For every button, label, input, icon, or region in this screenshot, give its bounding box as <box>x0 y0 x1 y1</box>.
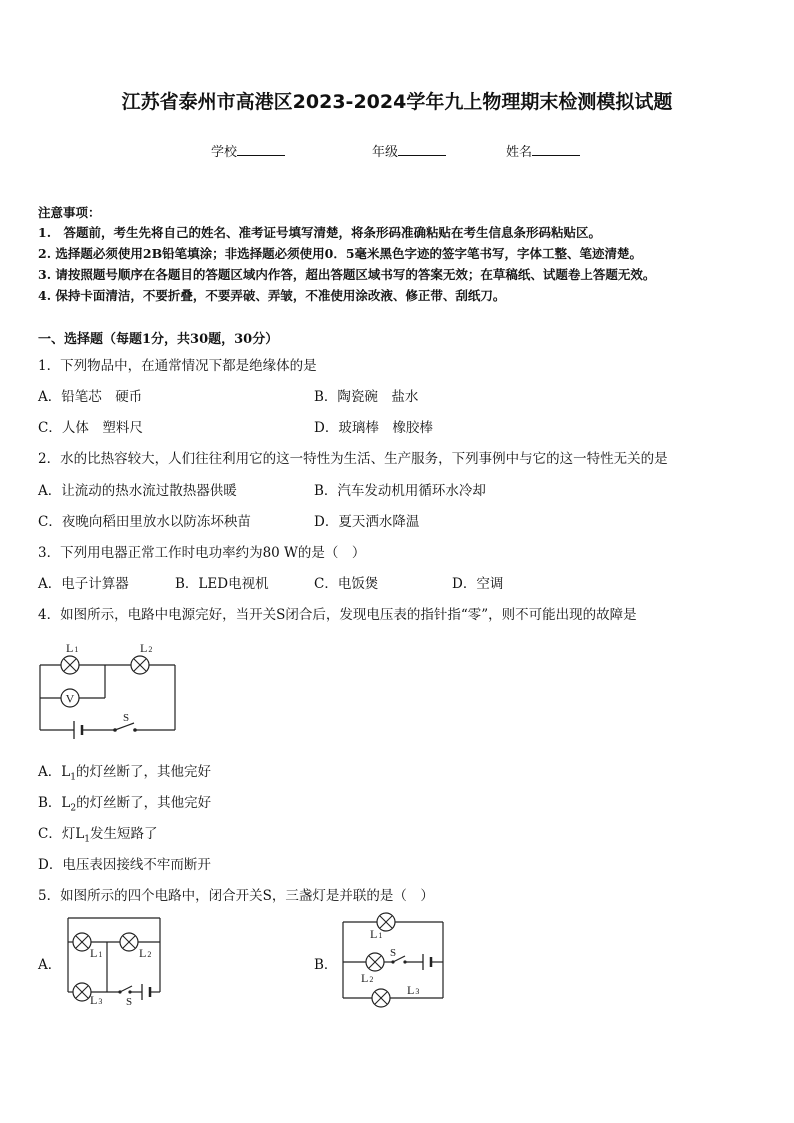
notes-heading: 注意事项： <box>38 205 101 220</box>
q2-option-d[interactable]: D．夏天洒水降温 <box>314 514 420 530</box>
q1-option-b[interactable]: B．陶瓷碗 盐水 <box>314 389 419 405</box>
page-title: 江苏省泰州市高港区2023-2024学年九上物理期末检测模拟试题 <box>121 91 673 113</box>
school-blank[interactable] <box>237 143 285 156</box>
school-field[interactable] <box>211 141 285 160</box>
name-field[interactable] <box>506 141 580 160</box>
q2-option-a[interactable]: A．让流动的热水流过散热器供暖 <box>38 483 237 499</box>
name-label: 姓名 <box>506 145 533 160</box>
q1-option-a[interactable]: A．铅笔芯 硬币 <box>38 389 143 405</box>
lamp-l2-icon <box>131 656 149 674</box>
svg-text:L3: L3 <box>90 993 103 1007</box>
svg-text:L1: L1 <box>90 946 103 960</box>
q4-option-a[interactable]: A．$L_1$的灯丝断了，其他完好 <box>38 764 211 783</box>
q2-option-b[interactable]: B．汽车发动机用循环水冷却 <box>314 483 486 499</box>
q2-option-c[interactable]: C．夜晚向稻田里放水以防冻坏秧苗 <box>38 514 251 530</box>
q3-option-a[interactable]: A．电子计算器 <box>38 576 129 592</box>
q3-option-d[interactable]: D．空调 <box>452 576 504 592</box>
note-2: 2. 选择题必须使用2B铅笔填涂；非选择题必须使用0．5毫米黑色字迹的签字笔书写，字体工整、笔迹清楚。 <box>38 246 643 261</box>
note-4: 4. 保持卡面清洁，不要折叠，不要弄破、弄皱，不准使用涂改液、修正带、刮纸刀。 <box>38 288 506 303</box>
svg-text:L3: L3 <box>407 983 420 997</box>
label-l1: L1 <box>66 641 79 655</box>
svg-text:L2: L2 <box>361 971 374 985</box>
svg-text:L2: L2 <box>139 946 152 960</box>
q1-option-c[interactable]: C．人体 塑料尺 <box>38 420 143 436</box>
section-heading: 一、选择题（每题1分，共30题，30分） <box>38 332 279 347</box>
svg-text:V: V <box>65 691 75 706</box>
note-1: 1. 答题前，考生先将自己的姓名、准考证号填写清楚，将条形码准确粘贴在考生信息条形码粘贴区。 <box>38 225 602 240</box>
q1-stem: 1．下列物品中，在通常情况下都是绝缘体的是 <box>38 358 317 374</box>
switch-pivot-icon <box>113 728 117 732</box>
q5-circuit-b-diagram <box>335 910 450 1010</box>
grade-field[interactable] <box>372 141 446 160</box>
name-blank[interactable] <box>532 143 580 156</box>
q4-option-d[interactable]: D．电压表因接线不牢而断开 <box>38 857 211 873</box>
q4-option-b[interactable]: B．$L_2$的灯丝断了，其他完好 <box>38 795 212 814</box>
svg-text:S: S <box>126 996 133 1007</box>
q3-option-b[interactable]: B．LED电视机 <box>175 576 269 592</box>
q5-stem: 5．如图所示的四个电路中，闭合开关S，三盏灯是并联的是（ ） <box>38 888 434 904</box>
q2-stem: 2．水的比热容较大，人们往往利用它的这一特性为生活、生产服务，下列事例中与它的这一特性无关的是 <box>38 451 668 467</box>
grade-blank[interactable] <box>398 143 446 156</box>
q4-option-c[interactable]: C．灯$L_1$发生短路了 <box>38 826 158 845</box>
lamp-l1-icon <box>61 656 79 674</box>
school-label: 学校 <box>211 145 238 160</box>
voltmeter-icon <box>61 689 79 707</box>
label-s: S <box>123 712 130 724</box>
q5-option-a[interactable]: A． <box>38 957 62 973</box>
q4-circuit-diagram <box>30 635 190 740</box>
q3-option-c[interactable]: C．电饭煲 <box>314 576 379 592</box>
q4-stem: 4．如图所示，电路中电源完好，当开关S闭合后，发现电压表的指针指“零”，则不可能出现的故障是 <box>38 607 637 623</box>
q5-option-b[interactable]: B． <box>314 957 338 973</box>
svg-text:L1: L1 <box>370 927 383 941</box>
label-l2: L2 <box>140 641 153 655</box>
q3-stem: 3．下列用电器正常工作时电功率约为80 W的是（ ） <box>38 545 366 561</box>
switch-contact-icon <box>133 728 137 732</box>
svg-text:S: S <box>390 947 397 959</box>
battery-icon <box>74 721 82 739</box>
q5-circuit-a-diagram <box>62 912 167 1007</box>
note-3: 3. 请按照题号顺序在各题目的答题区域内作答，超出答题区域书写的答案无效；在草稿纸、试题卷上答题无效。 <box>38 267 656 282</box>
q1-option-d[interactable]: D．玻璃棒 橡胶棒 <box>314 420 433 436</box>
grade-label: 年级 <box>372 145 399 160</box>
